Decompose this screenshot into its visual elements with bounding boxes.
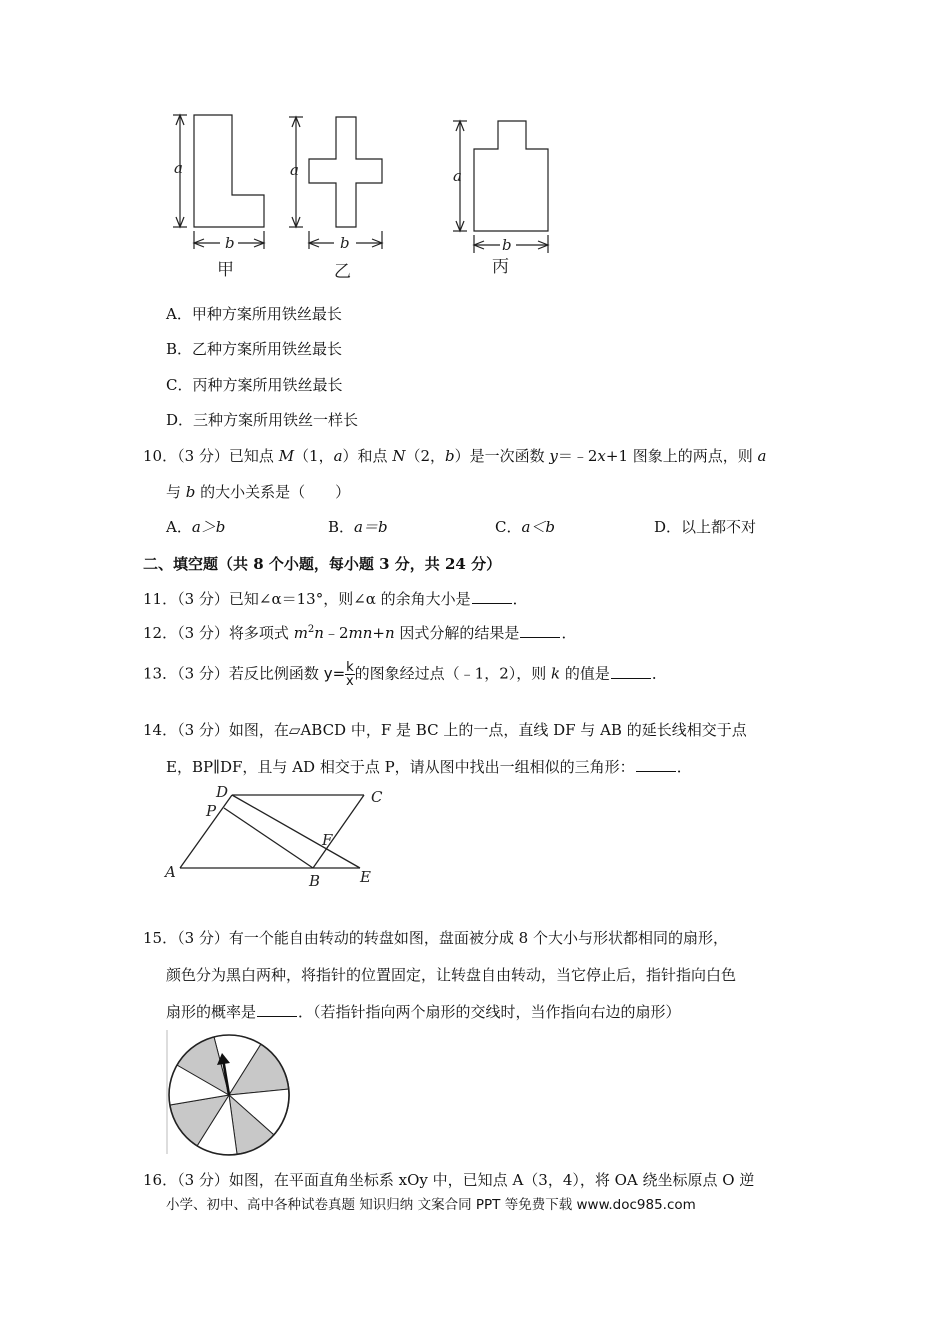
q15-answer-blank[interactable]	[257, 1004, 297, 1017]
q14-line2	[166, 756, 692, 777]
point-e: E	[360, 868, 371, 886]
q9-option-d: D．三种方案所用铁丝一样长	[166, 411, 359, 429]
q15-l1: 有一个能自由转动的转盘如图，盘面被分成 8 个大小与形状都相同的扇形，	[228, 929, 728, 947]
q13-frac-num: k	[346, 660, 354, 675]
shape3-height-label: a	[453, 167, 462, 185]
q14-line1	[143, 719, 747, 740]
q12-m: m	[293, 624, 308, 642]
q13-y-eq: y=	[323, 664, 346, 683]
q10-b: b	[445, 447, 455, 465]
q15-l3b: ．（若指针指向两个扇形的交线时，当作指向右边的扇形）	[298, 1003, 681, 1021]
point-p: P	[206, 802, 217, 820]
q10-t3: （2，	[405, 447, 445, 465]
point-a: A	[165, 863, 176, 881]
shape2-caption: 乙	[334, 262, 351, 282]
q10-n: N	[392, 447, 406, 465]
q10-t6: +1 图象上的两点，则	[605, 447, 758, 465]
q11	[143, 588, 528, 609]
q10-t0: 已知点	[228, 447, 279, 465]
q10-c-label: C．	[495, 518, 522, 536]
q11-answer-blank[interactable]	[472, 591, 512, 604]
q11-end: ．	[512, 590, 528, 608]
q12-answer-blank[interactable]	[520, 625, 560, 638]
q10-t1: （1，	[294, 447, 334, 465]
shape1-width-label: b	[225, 234, 235, 252]
q16-line1	[143, 1169, 754, 1190]
q10-y: y	[549, 447, 558, 465]
q9-option-a: A．甲种方案所用铁丝最长	[166, 305, 342, 323]
q12-n: n	[314, 624, 324, 642]
q11-score: （3 分）	[177, 590, 229, 608]
q10-c-val: a＜b	[521, 518, 556, 536]
q12-pre: 将多项式	[228, 624, 294, 642]
q12-score: （3 分）	[177, 624, 229, 642]
q14-number: 14．	[143, 721, 178, 739]
q10-t5: ＝﹣2	[557, 447, 598, 465]
q14-score: （3 分）	[177, 721, 229, 739]
point-d: D	[216, 783, 229, 801]
q16-number: 16．	[143, 1171, 178, 1189]
q13-post: 的图象经过点（﹣1，2），则	[354, 664, 552, 683]
q10-b2: b	[185, 483, 196, 501]
q10-t4: ）是一次函数	[454, 447, 550, 465]
point-c: C	[371, 788, 383, 806]
q12-end: ．	[561, 624, 577, 642]
q15-line2: 颜色分为黑白两种，将指针的位置固定，让转盘自由转动，当它停止后，指针指向白色	[166, 966, 737, 984]
q14-l2: E，BP∥DF，且与 AD 相交于点 P，请从图中找出一组相似的三角形：	[166, 758, 635, 776]
point-b: B	[309, 872, 321, 890]
q10-l2a: 与	[166, 483, 186, 501]
q10-a-val: a＞b	[191, 518, 226, 536]
q15-spinner-figure	[160, 1028, 300, 1158]
q13-frac-den: x	[346, 674, 354, 689]
q13-score: （3 分）	[177, 664, 229, 683]
q10-b-val: a＝b	[354, 518, 388, 536]
shape2-height-label: a	[290, 161, 299, 179]
q13-post2: 的值是	[560, 664, 610, 683]
q10-line2	[166, 481, 350, 502]
q10-m: M	[278, 447, 295, 465]
q12-n2: n	[384, 624, 395, 642]
q10-a2: a	[757, 447, 767, 465]
q9-figure	[160, 105, 580, 285]
q13-answer-blank[interactable]	[611, 666, 651, 679]
q10-score: （3 分）	[177, 447, 229, 465]
q14-figure	[160, 782, 390, 892]
q15-l3a: 扇形的概率是	[166, 1003, 257, 1021]
q9-option-b: B．乙种方案所用铁丝最长	[166, 340, 343, 358]
shape1-height-label: a	[174, 159, 183, 177]
shape2-width-label: b	[340, 234, 350, 252]
q11-text: 已知∠α＝13°，则∠α 的余角大小是	[228, 590, 471, 608]
q10-option-d: D．以上都不对	[654, 518, 757, 536]
q16-text: 如图，在平面直角坐标系 xOy 中，已知点 A（3，4），将 OA 绕坐标原点 O 逆	[228, 1171, 755, 1189]
q12-sup: 2	[307, 624, 315, 635]
q10-b-label: B．	[328, 518, 355, 536]
q12-post: 因式分解的结果是	[394, 624, 520, 642]
q15-number: 15．	[143, 929, 178, 947]
q12-plus: +	[372, 624, 385, 642]
q10-option-c	[495, 516, 555, 537]
q12-mid: ﹣2	[323, 624, 349, 642]
q12-mn: mn	[348, 624, 373, 642]
q13	[143, 661, 667, 688]
q10-l2b: 的大小关系是（ ）	[195, 483, 351, 501]
q10-option-a	[166, 516, 225, 537]
shape1-caption: 甲	[217, 260, 234, 280]
section-2-title: 二、填空题（共 8 个小题，每小题 3 分，共 24 分）	[143, 555, 502, 573]
q10-line1	[143, 445, 767, 466]
page-footer: 小学、初中、高中各种试卷真题 知识归纳 文案合同 PPT 等免费下载 www.doc985.com	[166, 1197, 696, 1213]
q15-line1	[143, 927, 728, 948]
q11-number: 11．	[143, 590, 178, 608]
q10-t2: ）和点	[342, 447, 393, 465]
q15-score: （3 分）	[177, 929, 229, 947]
q15-line3	[166, 1001, 681, 1022]
q14-answer-blank[interactable]	[636, 759, 676, 772]
q13-pre: 若反比例函数	[228, 664, 324, 683]
q13-k: k	[551, 664, 561, 683]
q12-number: 12．	[143, 624, 178, 642]
q14-l1: 如图，在▱ABCD 中，F 是 BC 上的一点，直线 DF 与 AB 的延长线相交于点	[228, 721, 747, 739]
q10-x: x	[597, 447, 606, 465]
q10-option-b	[328, 516, 388, 537]
q16-score: （3 分）	[177, 1171, 229, 1189]
shape3-width-label: b	[502, 236, 512, 254]
shape3-caption: 丙	[492, 257, 509, 277]
point-f: F	[322, 831, 333, 849]
q10-a-label: A．	[166, 518, 192, 536]
q13-end: ．	[651, 664, 667, 683]
q12	[143, 622, 576, 643]
q10-a: a	[333, 447, 343, 465]
q13-number: 13．	[143, 664, 178, 683]
q10-number: 10．	[143, 447, 178, 465]
q14-end: ．	[676, 758, 692, 776]
q9-option-c: C．丙种方案所用铁丝最长	[166, 376, 343, 394]
q13-fraction	[345, 661, 355, 688]
